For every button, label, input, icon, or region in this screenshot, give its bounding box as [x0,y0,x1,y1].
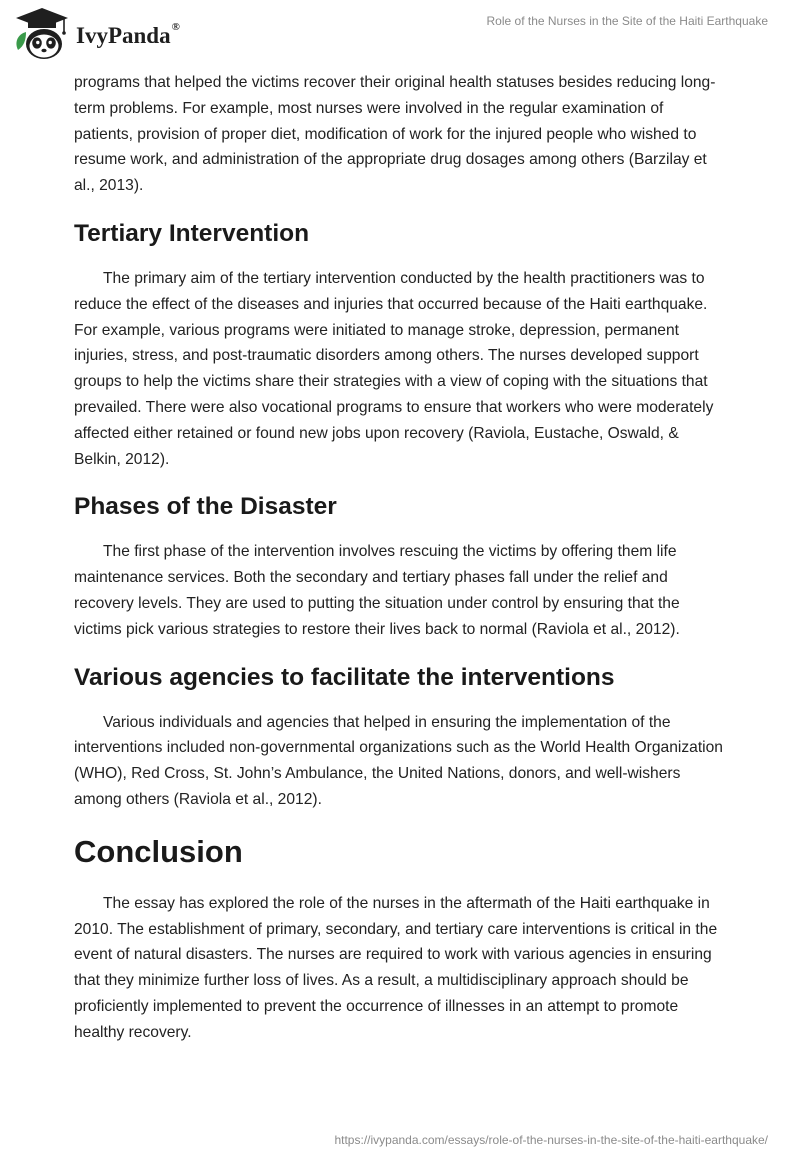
section-paragraph-tertiary-intervention: The primary aim of the tertiary intervention conducted by the health practitioners was to reduce the effect of the diseases and injuries that occurred because of the Haiti earthquake. For example, various programs were initiated to manage stroke, depression, permanent injuries, stress, and post-traumatic disorders among others. The nurses developed support groups to help the victims share their strategies with a view of coping with the situations that prevailed. There were also vocational programs to ensure that workers who were moderately affected either retained or found new jobs upon recovery (Raviola, Eustache, Oswald, & Belkin, 2012). [74,269,714,468]
conclusion-heading: Conclusion [74,833,243,869]
footer-source-url[interactable]: https://ivypanda.com/essays/role-of-the-nurses-in-the-site-of-the-haiti-earthquake/ [334,1133,768,1147]
panda-graduate-icon [12,6,72,62]
section-paragraph-phases-of-disaster: The first phase of the intervention involves rescuing the victims by offering them life maintenance services. Both the secondary and tertiary phases fall under the relief and recovery levels. They are used to putting the situation under control by ensuring that the victims pick various strategies to restore their lives back to normal (Raviola et al., 2012). [74,543,680,638]
conclusion-paragraph: The essay has explored the role of the nurses in the aftermath of the Haiti earthquake in 2010. The establishment of primary, secondary, and tertiary care interventions is critical in the event of natural disasters. The nurses are required to work with various agencies in ensuring that they minimize further loss of lives. As a result, a multidisciplinary approach should be proficiently implemented to prevent the occurrence of illnesses in an attempt to promote healthy recovery. [74,894,718,1041]
section-heading-phases-of-disaster: Phases of the Disaster [74,493,337,521]
section-paragraph-various-agencies: Various individuals and agencies that helped in ensuring the implementation of the interventions included non-governmental organizations such as the World Health Organization (WHO), Red Cross, St. John’s Ambulance, the United Nations, donors, and well-wishers among others (Raviola et al., 2012). [74,713,723,808]
page-header [0,0,800,70]
section-heading-various-agencies: Various agencies to facilitate the interventions [74,663,615,691]
intro-paragraph: programs that helped the victims recover their original health statuses besides reducing long-term problems. For example, most nurses were involved in the regular examination of patients, provision of proper diet, modification of work for the injured people who wished to resume work, and administration of the appropriate drug dosages among others (Barzilay et al., 2013). [74,74,716,195]
document-title: Role of the Nurses in the Site of the Haiti Earthquake [486,14,768,28]
section-heading-tertiary-intervention: Tertiary Intervention [74,219,310,247]
ivypanda-logo[interactable] [12,6,180,62]
essay-content [74,70,726,1046]
logo-wordmark: IvyPanda® [76,21,180,48]
